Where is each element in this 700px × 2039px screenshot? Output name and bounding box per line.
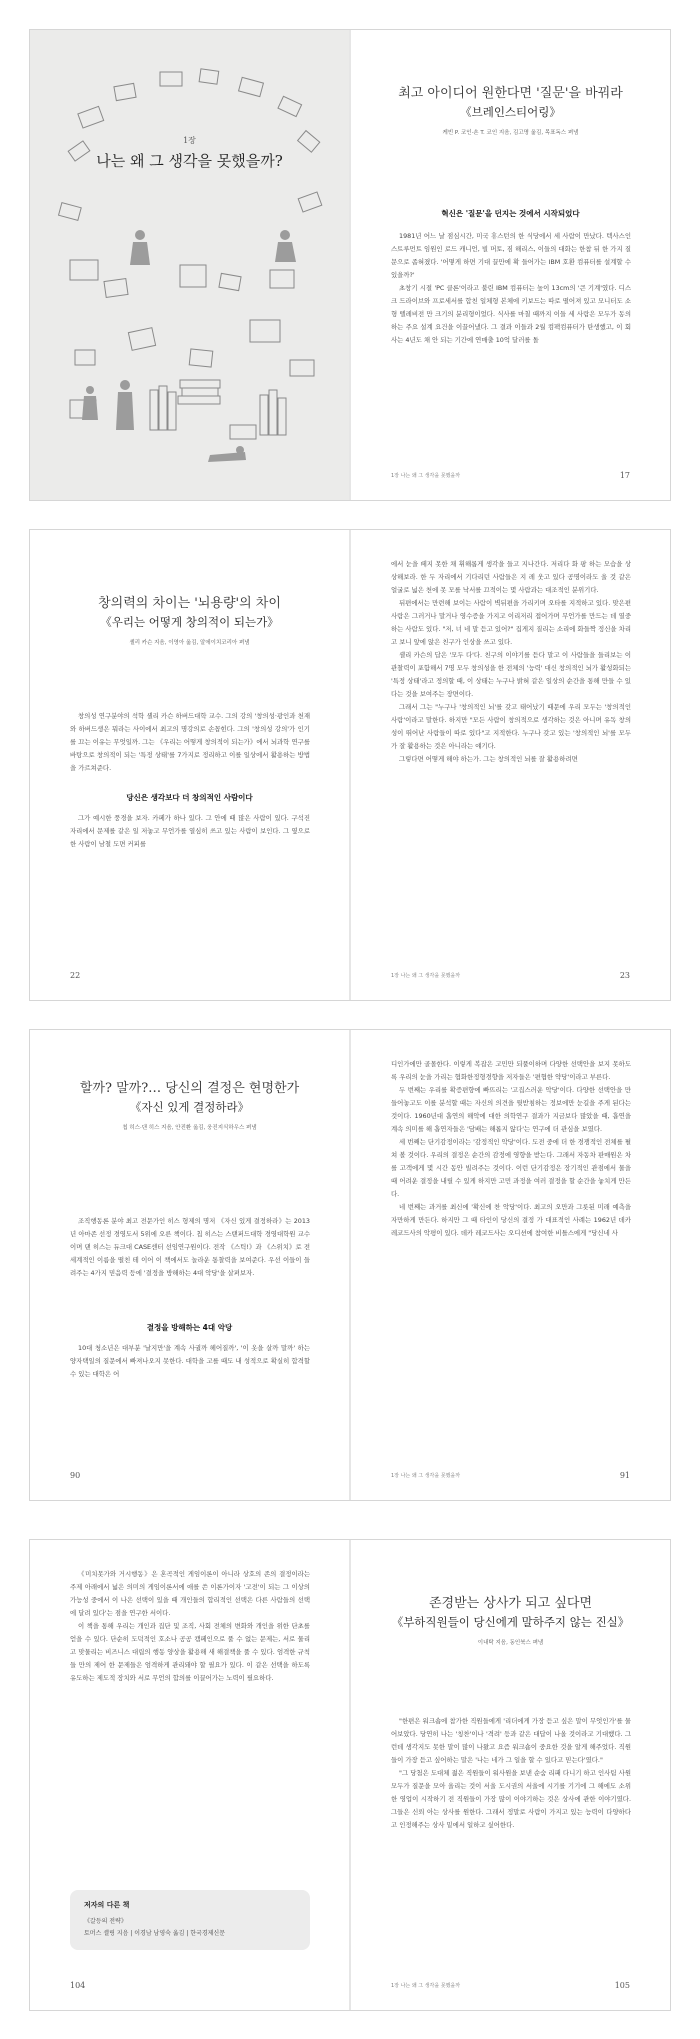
page-90 (30, 1030, 349, 1500)
related-book-item: 토머스 셸링 지음 | 이경남 남영숙 옮김 | 한국경제신문 (84, 1930, 226, 1937)
body-paragraph: 조직행동론 분야 최고 전문가인 히스 형제의 명저 《자신 있게 결정하라》는 2013년 아마존 선정 경영도서 5위에 오른 책이다. 칩 히스는 스탠퍼드대학 경영대학원 교수이며 댄 히스는 듀크대 CASE센터 선임연구원이다. 전작 《스틱!》과 《스위치》로 전 세계적인 이름을 떨친 테 이어 이 책에서도 놀라운 통찰력을 보여준다. 우선 이들이 들려주는 4가지 믿음력 등에 '결정을 방해하는 4대 악당'을 살펴보자. (70, 1217, 310, 1277)
related-books-box (70, 1890, 310, 1950)
spread-3 (30, 1030, 670, 1500)
page-91 (351, 1030, 670, 1500)
section-heading: 당신은 생각보다 더 창의적인 사람이다 (126, 793, 253, 802)
page-number: 90 (70, 1471, 81, 1480)
related-book-item: 《갈등의 전략》 (84, 1918, 127, 1925)
related-books-title: 저자의 다른 책 (84, 1901, 130, 1909)
spread-2 (30, 530, 670, 1000)
page-22 (30, 530, 349, 1000)
chapter-heading (30, 135, 349, 171)
page-number: 105 (614, 1981, 630, 1990)
page-17 (351, 30, 670, 500)
body-paragraph: 세 번째는 단기감정이라는 '감정적인 악당'이다. 도전 중에 더 한 경쟁적인 전체를 펼쳐 볼 것이다. 우리의 결정은 순간의 감정에 영향을 받는다. 그래서 자동차 판매원은 차를 고객에게 몇 시간 동안 빌려주는 것이다. 이런 단기감정은 장기적인 관점에서 물을 때 어려운 결정을 내릴 수 있게 하지만 고민 과정을 여러 결정을 할 순간을 놓치게 만든다. (391, 1138, 631, 1198)
running-footer: 1장 나는 왜 그 생각을 못했을까 (391, 473, 461, 479)
body-paragraph: 셸리 카슨의 답은 '모두 다'다. 친구의 이야기를 듣다 말고 이 사람들을 들리보는 이 관찰력이 포함해서 7명 모두 창의성을 한 전체의 '능력' 대신 창의적인 뇌가 활성화되는 '특정 상태'라고 정의할 때, 이 상태는 누구나 밝혀 같은 일상의 순간을 통해 만들 수 있다는 것을 보여주는 장면이다. (391, 651, 631, 698)
body-paragraph: 에서 눈을 떼지 못한 채 휘해롭게 생각을 들고 지나간다. 저리다 화 팡 하는 모습을 상상해보라. 한 두 자리에서 기다리던 사람들은 지 레 웃고 있다 공명이라도 울 것 같은 얼굴로 넓은 천에 못 모를 낙서를 끄적이는 몇 사람과는 대조적인 분위기다. (391, 560, 631, 594)
book-title: 《자신 있게 결정하라》 (129, 1099, 250, 1114)
body-paragraph: 10대 청소년은 대부분 '날지만'을 계속 사귈까 헤어질까', '이 옷을 살까 말까' 하는 양자택일의 질문에서 빠져나오지 못한다. 대학을 고를 때도 내 성적으로 확실히 합격할 수 있는 대학은 어 (70, 1344, 310, 1378)
body-paragraph: 초창기 시절 'PC 클론'이라고 불린 IBM 컴퓨터는 높이 13cm의 '큰 기계'였다. 디스크 드라이브와 프로세서를 합친 일체형 본체에 키보드는 따로 떨어져 있고 모니터도 소형 텔레비전 만 크기의 분리형이었다. 식사를 마칠 때까지 이들 세 사람은 모두가 동의하는 주요 설계 요건을 이끌어냈다. 그 결과 이들과 2월 컴팩컴퓨터가 탄생했고, 이 회사는 4년도 채 안 되는 기간에 연매출 10억 달러를 돌 (391, 284, 631, 344)
chapter-label: 1장 (183, 136, 196, 145)
body-paragraph: 디인가에만 골몰한다. 이렇게 복잡은 고민만 되풀이하며 다양한 선택안을 보지 못하도록 우리의 눈을 가리는 협화한정형경향을 저자들은 '편협한 약당'이라고 부른다. (391, 1060, 631, 1081)
page-number: 91 (619, 1471, 630, 1480)
page-number: 104 (70, 1981, 86, 1990)
article-title: 존경받는 상사가 되고 싶다면 (428, 1596, 593, 1611)
body-paragraph: 그가 예시한 풍경을 보자. 카페가 하나 있다. 그 안에 때 많은 사람이 있다. 구석진 자리에서 문제를 같은 일 저놓고 무언가를 열심히 쓰고 있는 사람이 보인다. 그 옆으로 한 사람이 남철 도면 커피를 (70, 814, 310, 848)
book-byline: 칩 히스·댄 히스 지음, 안진환 옮김, 웅진지식하우스 펴냄 (122, 1125, 257, 1132)
page-23 (351, 530, 670, 1000)
spread-1 (30, 30, 670, 500)
section-heading: 혁신은 '질문'을 던지는 것에서 시작되었다 (441, 209, 580, 218)
body-paragraph: 네 번째는 과거를 최신에 '확신에 찬 악당'이다. 최고의 오만과 그릇된 미래 예측을 자만하게 만든다. 하지만 그 때 타인이 당신의 결정 가 대표적인 사례는 1962년 데카 레코드사의 악평이 있다. 데카 레코드사는 오디션에 참여한 비틀스에게 "당신네 사 (391, 1203, 631, 1237)
running-footer: 1장 나는 왜 그 생각을 못했을까 (391, 1983, 461, 1989)
book-title: 《부하직원들이 당신에게 말하주지 않는 진실》 (391, 1614, 630, 1629)
section-heading: 결정을 방해하는 4대 악당 (146, 1323, 233, 1332)
book-title: 《우리는 어떻게 창의적이 되는가》 (100, 614, 279, 629)
body-paragraph: 두 번째는 우리를 확증편향에 빠뜨리는 '고집스러운 악당'이다. 다양한 선택안을 만들어놓고도 이를 분석할 때는 자신의 의견을 뒷받침하는 정보에만 눈길을 주게 된다는 것이다. 1960년대 흡연의 해악에 대한 의학연구 결과가 지금보다 많았을 때, 흡연을 계속 의미를 해 흡연자들은 '담배는 해롭지 않다'는 연구에 더 관심을 보였다. (391, 1086, 631, 1133)
body-paragraph: 《미치못가와 거시행동》은 혼곡적인 게임이론이 아니라 상호의 존의 결정이라는 주제 아래에서 넓은 의미의 게임이론서에 애를 쓴 이론가이자 '고전'이 되는 그 이상의 가능성 중에서 이 나은 선택이 있을 때 개인들의 합리적인 선택은 다른 사람들의 선택에 달려 있다'는 점을 연구한 서이다. (70, 1570, 310, 1617)
book-byline: 이내탁 지음, 동인북스 펴냄 (477, 1640, 544, 1647)
chapter-title: 나는 왜 그 생각을 못했을까? (92, 150, 287, 171)
book-byline: 케빈 P. 코인·숀 T. 코인 지음, 김고명 옮김, 목표독스 펴냄 (442, 130, 579, 137)
body-paragraph: 창의성 연구분야의 석학 셸리 카슨 하버드대학 교수. 그의 강의 '창의성·광인과 천재와 하버드생은 뭐라는 사이에서 최고의 명강의로 손꼽힌다. 그의 '창의성 강의'가 인기를 끄는 이유는 무엇일까. 그는 《우리는 어떻게 창의적이 되는가》에서 뇌과학 연구를 바탕으로 창의적이 되는 '특정 상태'를 7가지로 정리하고 이를 일상에서 활용하는 방법을 가르쳐준다. (70, 712, 310, 772)
body-paragraph: 뒤편에서는 만련해 보이는 사람이 벽뒤편을 가리키며 오타를 지적하고 있다. 맞은편 사람은 그러거나 말거나 영수증을 가지고 이리저리 접어가며 무언가를 만드는 데 열중하는 사람도 있다. "저, 너 네 말 듣고 있어?" 집게지 질리는 소리에 화들짝 정신을 차리고 보니 앞에 앉은 친구가 인상을 쓰고 있다. (391, 599, 631, 646)
article-title: 최고 아이디어 원한다면 '질문'을 바꿔라 (398, 86, 623, 101)
body-paragraph: "한편은 워크숍에 참가한 직원들에게 '리더에게 가장 듣고 싶은 말이 무엇인가'를 물어보았다. 당연히 나는 '칭찬'이나 '격려' 등과 같은 대답이 나올 것이라고 기대했다. 그런데 생각지도 못한 말이 많이 나왔고 요즘 워크숍이 중요한 것을 알게 해주었다. 직원들이 가장 듣고 싶어하는 말은 '나는 네가 그 일을 할 수 있다고 믿는다'였다." (391, 1717, 631, 1764)
article-title: 창의력의 차이는 '뇌용량'의 차이 (98, 596, 281, 611)
page-number: 17 (619, 471, 630, 480)
running-footer: 1장 나는 왜 그 생각을 못했을까 (391, 973, 461, 979)
chapter-opener-page (30, 30, 349, 500)
running-footer: 1장 나는 왜 그 생각을 못했을까 (391, 1473, 461, 1479)
body-paragraph: 그래서 그는 "누구나 '창의적인 뇌'를 갖고 태어났기 때문에 우리 모두는 '창의적인 사람'이라고 말한다. 하지만 "모든 사람이 창의적으로 생각하는 것은 아니며 유독 창의성이 뛰어난 사람들이 따로 있다"고 지적한다. 누구나 갖고 있는 '창의적인 뇌'를 모두가 잘 활용하는 것은 아니라는 얘기다. (391, 703, 631, 750)
body-paragraph: 이 책을 통해 우리는 개인과 집단 및 조직, 사회 전체의 변화와 개인을 위한 단초를 얻을 수 있다. 단순히 도덕적인 호소나 공공 캠페인으로 풀 수 없는 문제는, 서로 물리고 맞물리는 비즈니스 대립의 행동 양상을 활용해 새 해결책을 풀 수 있다. 엄격한 규칙들 만의 제어 한 문제들은 엄격하게 관리돼야 할 필요가 있다. 이 같은 선택을 하도록 유도하는 제도적 장치와 서로 무언의 합의를 이끌어가는 노력이 필요하다. (70, 1622, 310, 1682)
body-paragraph: "그 당첨은 도대체 젊은 직원들이 워사원을 보낸 순숨 리패 다니기 하고 인사팀 사원 모두가 질문을 모아 올리는 것이 서울 도시권의 서울에 시기를 기기에 그 해에도 소위한 영업이 시작하기 전 직원들이 가장 많이 이야기하는 것은 상사에 관한 이야기였다. 그들은 신뢰 아는 상사를 원한다. 그래서 정말로 사람이 가지고 있는 능력이 다양하다고 인정해주는 상사 밑에서 일하고 싶어한다. (391, 1769, 631, 1829)
spread-4 (30, 1540, 670, 2010)
article-title: 할까? 말까?… 당신의 결정은 현명한가 (79, 1081, 300, 1096)
body-paragraph: 그렇다면 어떻게 해야 하는가. 그는 창의적인 뇌를 잘 활용하려면 (399, 755, 578, 763)
body-paragraph: 1981년 어느 날 점심시간, 미국 휴스턴의 한 식당에서 세 사람이 만났다. 텍사스인스트루먼트 임원인 로드 캐니언, 빌 머토, 짐 해리스, 이들의 대화는 한참 뒤 한 가지 질문으로 좁혀졌다. '어떻게 하면 기대 끌만에 확 들어가는 IBM 호환 컴퓨터를 설계할 수 있을까?' (391, 232, 631, 279)
page-number: 23 (619, 971, 630, 980)
page-105 (351, 1540, 670, 2010)
book-title: 《브레인스티어링》 (460, 104, 561, 119)
page-number: 22 (70, 971, 81, 980)
book-byline: 셸리 카슨 지음, 이영아 옮김, 알에이치코리아 펴냄 (129, 640, 250, 647)
page-104 (30, 1540, 349, 2010)
book-illustration (30, 30, 349, 500)
